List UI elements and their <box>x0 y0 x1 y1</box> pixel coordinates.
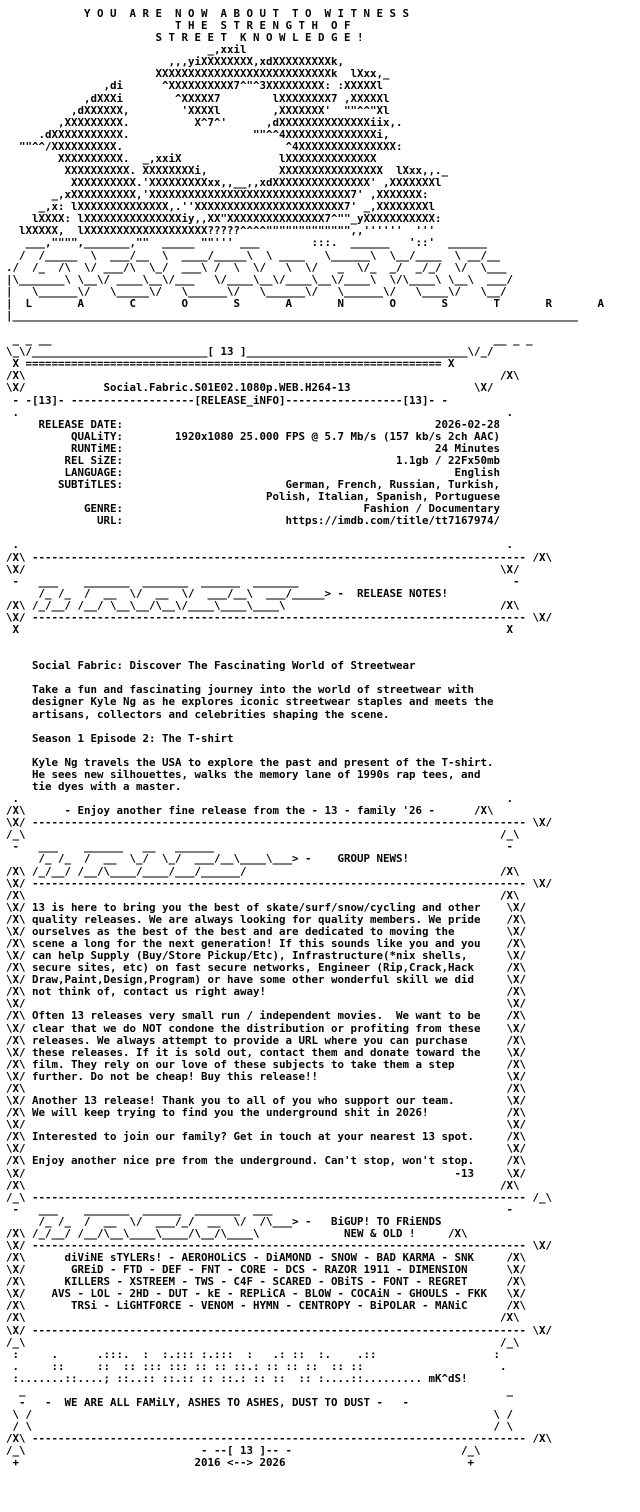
release-notes-line: He sees new silhouettes, walks the memory lane of 1990s rap tees, and <box>6 767 481 781</box>
release-notes-line: Kyle Ng travels the USA to explore the past and present of the T-shirt. <box>6 755 494 769</box>
release-notes-line: designer Kyle Ng as he explores iconic streetwear staples and meets the <box>6 695 494 709</box>
release-notes-line: tie dyes with a master. <box>6 780 182 793</box>
release-notes-line: Take a fun and fascinating journey into the world of streetwear with <box>6 683 475 697</box>
logo-art-line: | \______\/ \_____\/ \______\/ \______\/ \______\/ \____\/ \__/ <box>6 284 507 298</box>
logo-art-line: ./ /_ /\ \/ ___/\ \_/ ___\ / \ \/ \ \/ _ \/_ _/ _/_/ \/ \___ <box>6 260 507 274</box>
logo-art-line: .dXXXXXXXXXXX. ""^^4XXXXXXXXXXXXXXi, <box>6 127 390 141</box>
banner-mid: \_\/___________________________[ 13 ]__________________________________\/_/ <box>6 345 494 359</box>
header-line: T H E S T R E N G T H O F <box>6 19 351 33</box>
logo-art-line: lXXXX: lXXXXXXXXXXXXXXXiy,,XX"XXXXXXXXXXXXXXX7^""_yXXXXXXXXXXX: <box>6 212 442 226</box>
logo-art-line: lXXXXX, lXXXXXXXXXXXXXXXXXXX?????^^^^""""""""""""",,'''''' ''' <box>6 224 436 238</box>
logo-art-line: XXXXXXXXXX. XXXXXXXXi, XXXXXXXXXXXXXXXX lXxx,,._ <box>6 164 449 178</box>
release-notes-line <box>6 744 32 757</box>
release-notes-line <box>6 671 32 684</box>
logo-art-line: ""^^/XXXXXXXXXX. ^4XXXXXXXXXXXXXXX: <box>6 139 403 153</box>
logo-art-line: _,xxil <box>6 43 247 57</box>
logo-art-line: |\_______\ \__\/ ____\__\/___ \/____\__\/____\__\/____\ \/\____\ \__\ ___/ <box>6 272 514 286</box>
release-notes-line: Social Fabric: Discover The Fascinating World of Streetwear <box>6 659 416 673</box>
logo-art-line: ___,"""",_______,"" _____ ""''' ___ :::. ______ '::' ______ <box>6 236 488 250</box>
header-line: Y O U A R E N O W A B O U T T O W I T N E S S <box>6 7 410 20</box>
logo-art-line: XXXXXXXXXX.'XXXXXXXXXxx,,__,,xdXXXXXXXXXXXXXXX' ,XXXXXXXl <box>6 176 442 190</box>
logo-art-line: ,,,yiXXXXXXXX,xdXXXXXXXXXk, <box>6 55 345 69</box>
logo-art-line: _,x: lXXXXXXXXXXXXXX,.''XXXXXXXXXXXXXXXXXXXXXXX7' _,XXXXXXXXl <box>6 200 436 214</box>
banner-rule: X ================================================================ X <box>6 357 455 371</box>
logo-art-line: / /_____ \ ___/__ \ ____/_____\ \ ____ \______\ \__/____ \ __/__ <box>6 248 501 262</box>
logo-art-line: ,dXXXi ^XXXXX7 lXXXXXXXX7 ,XXXXXl <box>6 91 390 105</box>
release-notes-line: artisans, collectors and celebrities shaping the scene. <box>6 707 390 721</box>
logo-art-line: _,xXXXXXXXXXX,'XXXXXXXXXXXXXXXXXXXXXXXXXXXXXXX7' ,XXXXXXX: <box>6 188 429 202</box>
logo-art-line: ,dXXXXXX, 'XXXXl ,XXXXXXX' ""^^"Xl <box>6 103 390 117</box>
nfo-document: Y O U A R E N O W A B O U T T O W I T N E S S T H E S T R E N G T H O F S T R E E T K N O W L E D G E ! _,xxil ,,,yiXXXXXXXX,xdXXXXXXXXXk, XXXXXXXXXXXXXXXXXXXXXXXXXXXk lXxx,_ ,di ^XXXXXXXXXX7^"^3XXXXXXXXX: :XXXXXl ,dXXXi ^XXXXX7 lXXXXXXXX7 ,XXXXXl ,dXXXXXX, 'XXXXl ,XXXXXXX' ""^^"Xl ,XXXXXXXXX. X^7^' ,dXXXXXXXXXXXXXXiix,. .dXXXXXXXXXXX. ""^^4XXXXXXXXXXXXXXi, ""^^/XXXXXXXXXX. ^4XXXXXXXXXXXXXXX: XXXXXXXXXX. _,xxiX lXXXXXXXXXXXXXX XXXXXXXXXX. XXXXXXXXi, XXXXXXXXXXXXXXXX lXxx,,._ XXXXXXXXXX.'XXXXXXXXXxx,,__,,xdXXXXXXXXXXXXXXX' ,XXXXXXXl _,xXXXXXXXXXX,'XXXXXXXXXXXXXXXXXXXXXXXXXXXXXXX7' ,XXXXXXX: _,x: lXXXXXXXXXXXXXX,.''XXXXXXXXXXXXXXXXXXXXXXX7' _,XXXXXXXXl lXXXX: lXXXXXXXXXXXXXXXiy,,XX"XXXXXXXXXXXXXXX7^""_yXXXXXXXXXXX: lXXXXX, lXXXXXXXXXXXXXXXXXXX?????^^^^""""""""""""",,'''''' ''' ___,"""",_______,"" _____ ""''' ___ :::. ______ '::' ______ / /_____ \ ___/__ \ ____/_____\ \ ____ \______\ \__/____ \ __/__ ./ /_ /\ \/ ___/\ \_/ ___\ / \ \/ \ \/ _ \/_ _/ _/_/ \/ \___ |\_______\ \__\/ ____\__\/___ \/____\__\/____\__\/____\ \/\____\ \__\ ___/ | \______\/ \_____\/ \______\/ \______\/ \______\/ \____\/ \__/ | L A C O S A N O S T R A |_______________________________________________________________________________________ _ _ __ __ _ _ \_\/___________________________[ 13 ]__________________________________\/_/ X ================================================================ X /X\ /X\ \X/ Social.Fabric.S01E02.1080p.WEB.H264-13 \X/ - -[13]- -------------------[RELEASE_iNFO]------------------[13]- - . . RELEASE DATE: 2026-02-28 QUALiTY: 1920x1080 25.000 FPS @ 5.7 Mb/s (157 kb/s 2ch AAC) RUNTiME: 24 Minutes REL SiZE: 1.1gb / 22Fx50mb LANGUAGE: English SUBTiTLES: German, French, Russian, Turkish, Polish, Italian, Spanish, Portuguese GENRE: Fashion / Documentary URL: https://imdb.com/title/tt7167974/ . . /X\ ---------------------------------------------------------------------------- /X\ \X/ \X/ - ___ _______ _______ ______ _______ - /_ /_ / __ \/ __ \/ ___/__\ ___/_____> - RELEASE NOTES! /X\ /_/__/ /__/ \__\__/\__\/____\____\____\ /X\ \X/ ---------------------------------------------------------------------------- \X/ X X Social Fabric: Discover The Fascinating World of Streetwear Take a fun and fascinating journey into the world of streetwear with designer Kyle Ng as he explores iconic streetwear staples and meets the artisans, collectors and celebrities shaping the scene. Season 1 Episode 2: The T-shirt Kyle Ng travels the USA to explore the past and present of the T-shirt. He sees new silhouettes, walks the memory lane of 1990s rap tees, and tie dyes with a master. . . /X\ - Enjoy another fine release from the - 13 - family '26 - /X\ \X/ ---------------------------------------------------------------------------- \X/ /_\ /_\ - ___ ______ __ ______ - /_ /_ / __ \_/ \_/ ___/__\____\___> - GROUP NEWS! /X\ /_/__/ /__/\____/____/___/______/ /X\ \X/ ---------------------------------------------------------------------------- \X/ /X\ /X\ \X/ 13 is here to bring you the best of skate/surf/snow/cycling and other \X/ /X\ quality releases. We are always looking for quality members. We pride /X\ \X/ ourselves as the best of the best and are dedicated to moving the \X/ /X\ scene a long for the next generation! If this sounds like you and you /X\ \X/ can help Supply (Buy/Store Pickup/Etc), Infrastructure(*nix shells, \X/ /X\ secure sites, etc) on fast secure networks, Engineer (Rip,Crack,Hack /X\ \X/ Draw,Paint,Design,Program) or have some other wonderful skill we did \X/ /X\ not think of, contact us right away! /X\ \X/ \X/ /X\ Often 13 releases very small run / independent movies. We want to be /X\ \X/ clear that we do NOT condone the distribution or profiting from these \X/ /X\ releases. We always attempt to provide a URL where you can purchase /X\ \X/ these releases. If it is sold out, contact them and donate toward the \X/ /X\ film. They rely on our love of these subjects to take them a step /X\ \X/ further. Do not be cheap! Buy this release!! \X/ /X\ /X\ \X/ Another 13 release! Thank you to all of you who support our team. \X/ /X\ We will keep trying to find you the underground shit in 2026! /X\ \X/ \X/ /X\ Interested to join our family? Get in touch at your nearest 13 spot. /X\ \X/ \X/ /X\ Enjoy another nice pre from the underground. Can't stop, won't stop. /X\ \X/ -13 \X/ /X\ /X\ /_\ ---------------------------------------------------------------------------- /_\ - ___ _______ ______ _______ ___ - /_ /_ / __ \/ ___/_/ __ \/ /\___> - BiGUP! TO FRiENDS /X\ /_/__/ /__/\__\____\____/\__/\____\ NEW & OLD ! /X\ \X/ ---------------------------------------------------------------------------- \X/ /X\ diViNE sTYLERs! - AEROHOLiCS - DiAMOND - SNOW - BAD KARMA - SNK /X\ \X/ GREiD - FTD - DEF - FNT - CORE - DCS - RAZOR 1911 - DIMENSION \X/ /X\ KILLERS - XSTREEM - TWS - C4F - SCARED - OBiTS - FONT - REGRET /X\ \X/ AVS - LOL - 2HD - DUT - kE - REPLiCA - BLOW - COCAiN - GHOULS - FKK \X/ /X\ TRSi - LiGHTFORCE - VENOM - HYMN - CENTROPY - BiPOLAR - MANiC /X\ /X\ /X\ \X/ ---------------------------------------------------------------------------- \X/ /_\ /_\ : . .:::. : :.::: :.::: : .: :: :. .:: : . :: :: :: ::: ::: :: :: ::.: :: :: :: :: :: . :.......::....; ::..:: ::.:: :: ::.: :: :: :: :....::......... mK^dS! _ _ - - WE ARE ALL FAMiLY, ASHES TO ASHES, DUST TO DUST - - \ / \ / / \ / \ /X\ ---------------------------------------------------------------------------- /X\ /_\ - --[ 13 ]-- - /_\ + 2016 <--> 2026 + <box>6 7 605 1470</box>
logo-art-line: ,di ^XXXXXXXXXX7^"^3XXXXXXXXX: :XXXXXl <box>6 79 384 93</box>
logo-art-line: | L A C O S A N O S T R A <box>6 296 605 310</box>
release-notes-line: Season 1 Episode 2: The T-shirt <box>6 731 234 745</box>
release-notes-line <box>6 720 32 733</box>
logo-art-line: |_______________________________________________________________________________________ <box>6 308 579 322</box>
logo-art-line: XXXXXXXXXXXXXXXXXXXXXXXXXXXk lXxx,_ <box>6 67 390 81</box>
logo-art-line: ,XXXXXXXXX. X^7^' ,dXXXXXXXXXXXXXXiix,. <box>6 115 403 129</box>
logo-art-line: XXXXXXXXXX. _,xxiX lXXXXXXXXXXXXXX <box>6 151 377 165</box>
header-line: S T R E E T K N O W L E D G E ! <box>6 31 364 45</box>
banner-top: _ _ __ __ _ _ <box>6 333 533 347</box>
